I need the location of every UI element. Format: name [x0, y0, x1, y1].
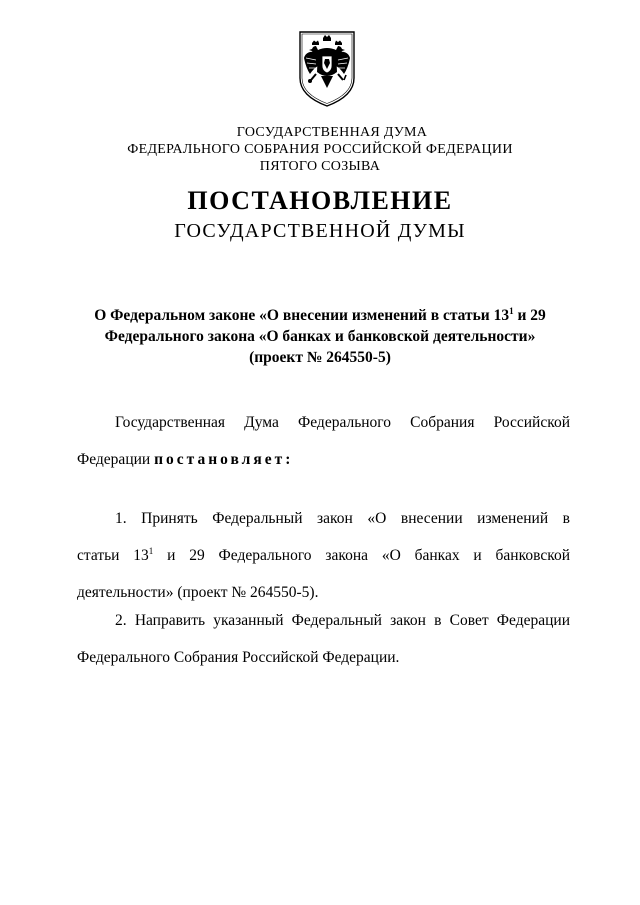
- state-emblem: [296, 28, 358, 108]
- clause-1-line-1: 1. Принять Федеральный закон «О внесении изменений в: [115, 510, 570, 527]
- issuer-header: [0, 124, 640, 175]
- preamble-line-2: Федерации постановляет:: [77, 451, 294, 468]
- subject-superscript: 1: [509, 306, 514, 316]
- clause-1-line-2: статьи $13^1$ и 29 Федерального закона «О банках и банковской: [77, 546, 570, 564]
- subject-line-1: [60, 305, 580, 326]
- resolves-word: постановляет:: [154, 451, 294, 468]
- clause-1-superscript: 1: [148, 546, 154, 556]
- document-subject: [60, 305, 580, 368]
- clause-2: [77, 602, 570, 676]
- subject-line-1b: и 29: [513, 307, 546, 324]
- double-headed-eagle-emblem-icon: [296, 28, 358, 108]
- header-line-convocation: ПЯТОГО СОЗЫВА: [259, 159, 381, 174]
- header-line-duma: ГОСУДАРСТВЕННАЯ ДУМА: [236, 125, 428, 140]
- clause-1: [77, 500, 570, 611]
- clause-2-line-1: 2. Направить указанный Федеральный закон в Совет Федерации: [115, 612, 570, 629]
- subject-line-3: (проект № 264550-5): [249, 349, 391, 366]
- clause-1-line-3: деятельности» (проект № 264550-5).: [77, 584, 319, 601]
- header-line-assembly: ФЕДЕРАЛЬНОГО СОБРАНИЯ РОССИЙСКОЙ ФЕДЕРАЦИИ: [127, 142, 513, 157]
- document-title: ПОСТАНОВЛЕНИЕ: [187, 186, 453, 215]
- subject-line-2: Федерального закона «О банках и банковской деятельности»: [104, 328, 536, 345]
- subject-line-1a: О Федеральном законе «О внесении изменений в статьи 13: [94, 307, 510, 324]
- preamble-line-1: Государственная Дума Федерального Собрания Российской: [115, 414, 570, 431]
- preamble-paragraph: [77, 404, 570, 478]
- clause-2-line-2: Федерального Собрания Российской Федерации.: [77, 649, 400, 666]
- document-subtitle: ГОСУДАРСТВЕННОЙ ДУМЫ: [174, 220, 466, 242]
